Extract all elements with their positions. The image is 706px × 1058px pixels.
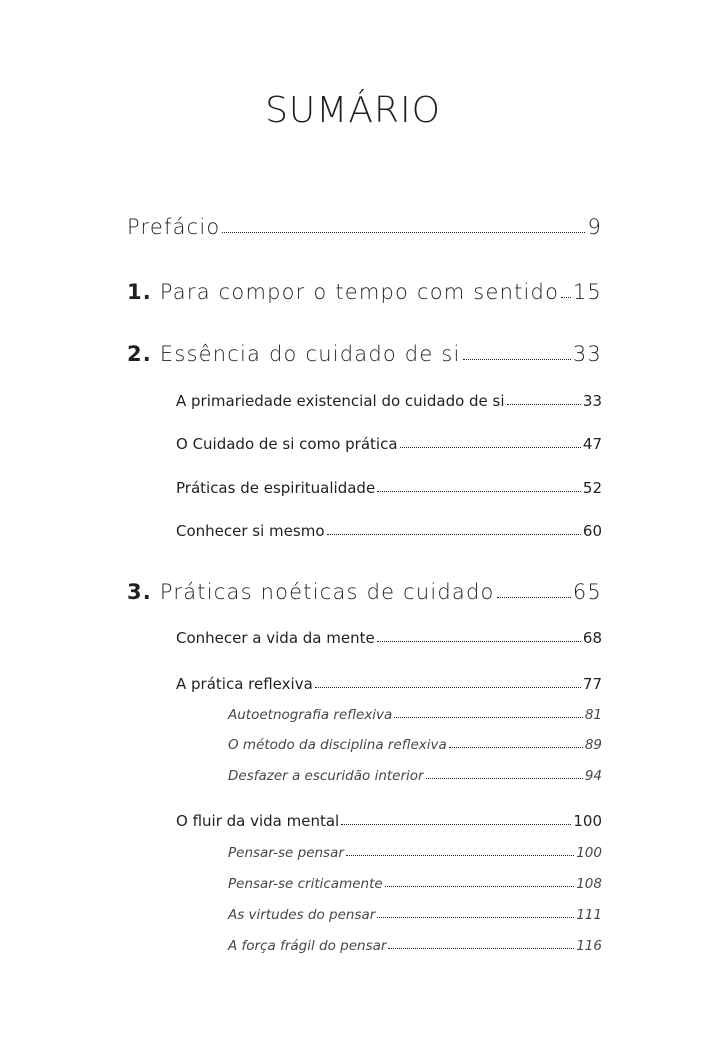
toc-entry-label: Autoetnografia reflexiva [228,707,393,723]
dot-leader [394,717,582,718]
toc-page-number: 60 [582,522,602,540]
toc-entry-label: A primariedade existencial do cuidado de si [176,392,505,410]
toc-chapter-2[interactable] [127,342,602,366]
toc-entry-label: Conhecer a vida da mente [176,629,375,647]
dot-leader [449,747,583,748]
toc-section[interactable] [176,522,602,540]
dot-leader [222,232,585,233]
toc-entry-label: O método da disciplina reflexiva [228,737,447,753]
page-title: SUMÁRIO [265,90,441,131]
toc-entry-label: O Cuidado de si como prática [176,435,398,453]
toc-entry-label: Desfazer a escuridão interior [228,768,424,784]
dot-leader [561,297,571,298]
toc-page-number: 52 [582,479,602,497]
toc-entry-label: Pensar-se pensar [228,845,344,861]
toc-entry-label: Práticas noéticas de cuidado [159,580,495,604]
toc-subsection[interactable] [228,707,602,723]
toc-entry-label: A prática reflexiva [176,675,313,693]
toc-page-number: 15 [572,280,602,304]
toc-entry-label: A força frágil do pensar [228,938,387,954]
toc-page-number: 116 [576,938,602,954]
toc-page-number: 111 [576,907,602,923]
chapter-number: 1. [127,280,152,304]
toc-entry-label: Pensar-se criticamente [228,876,383,892]
dot-leader [377,917,574,918]
toc-page-number: 94 [584,768,602,784]
dot-leader [426,778,583,779]
toc-chapter-3[interactable] [127,580,602,604]
toc-section[interactable] [176,675,602,693]
dot-leader [315,687,581,688]
toc-subsection[interactable] [228,737,602,753]
toc-section[interactable] [176,812,602,830]
toc-page-number: 65 [572,580,602,604]
toc-section[interactable] [176,392,602,410]
toc-page-number: 9 [587,215,602,239]
chapter-number: 3. [127,580,152,604]
toc-section[interactable] [176,435,602,453]
toc-page-number: 108 [576,876,602,892]
toc-entry-label: Práticas de espiritualidade [176,479,376,497]
toc-page-number: 81 [584,707,602,723]
dot-leader [497,597,571,598]
dot-leader [341,824,571,825]
toc-entry-label: Essência do cuidado de si [159,342,461,366]
toc-page-number: 68 [582,629,602,647]
toc-subsection[interactable] [228,907,602,923]
dot-leader [377,491,581,492]
toc-page-number: 77 [582,675,602,693]
dot-leader [346,855,574,856]
chapter-number: 2. [127,342,152,366]
dot-leader [388,948,574,949]
dot-leader [385,886,575,887]
toc-page-number: 89 [584,737,602,753]
dot-leader [377,641,581,642]
toc-entry-label: As virtudes do pensar [228,907,376,923]
toc-entry-label: O fluir da vida mental [176,812,340,830]
toc-entry-label: Conhecer si mesmo [176,522,325,540]
toc-page-number: 100 [576,845,602,861]
toc-entry-prefacio[interactable] [127,215,602,239]
toc-page-number: 33 [572,342,602,366]
toc-section[interactable] [176,629,602,647]
dot-leader [463,359,571,360]
toc-page-number: 100 [573,812,602,830]
toc-subsection[interactable] [228,768,602,784]
toc-entry-label: Prefácio [127,215,221,239]
dot-leader [507,404,581,405]
dot-leader [400,447,581,448]
toc-subsection[interactable] [228,845,602,861]
dot-leader [327,534,581,535]
toc-subsection[interactable] [228,938,602,954]
toc-chapter-1[interactable] [127,280,602,304]
toc-section[interactable] [176,479,602,497]
toc-page-number: 47 [582,435,602,453]
toc-entry-label: Para compor o tempo com sentido [159,280,560,304]
toc-subsection[interactable] [228,876,602,892]
toc-page-number: 33 [582,392,602,410]
